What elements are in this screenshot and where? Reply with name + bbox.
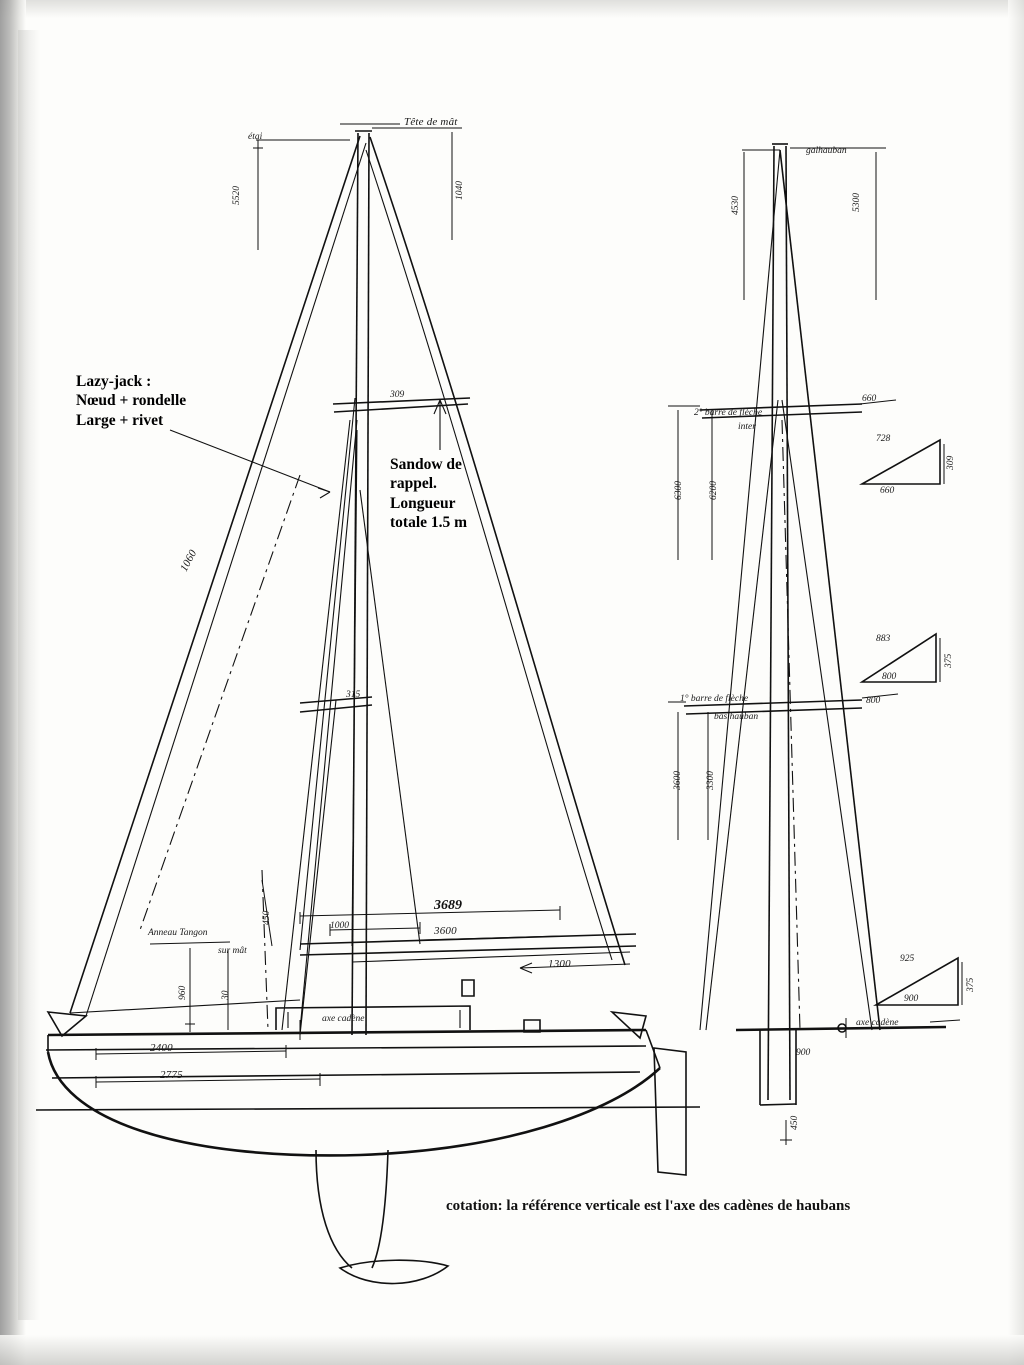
dim-1300: 1300 xyxy=(548,958,571,970)
dim-2400: 2400 xyxy=(150,1042,173,1054)
dim-3300-front: 3300 xyxy=(706,771,716,790)
annotation-lazyjack-line2: Nœud + rondelle xyxy=(76,392,187,410)
dim-2775: 2775 xyxy=(160,1069,183,1081)
dim-1000: 1000 xyxy=(330,921,349,931)
dim-4530: 4530 xyxy=(731,196,741,215)
dim-6200: 6200 xyxy=(709,481,719,500)
label-galhauban: galhauban xyxy=(806,146,847,156)
tri3-base-900: 900 xyxy=(904,994,919,1004)
dim-960: 960 xyxy=(178,985,188,1000)
dim-3600: 3600 xyxy=(434,925,457,937)
label-1ere-barre-de-fleche: 1° barre de flèche xyxy=(680,694,749,704)
side-view-group xyxy=(36,124,700,1284)
dim-450: 450 xyxy=(262,910,272,925)
tri3-hyp-925: 925 xyxy=(900,954,915,964)
tri2-hyp-883: 883 xyxy=(876,634,891,644)
annotation-sandow-line4: totale 1.5 m xyxy=(390,514,468,532)
dim-5520: 5520 xyxy=(232,186,242,205)
dim-3600-front: 3600 xyxy=(673,771,683,790)
dim-1040-top: 1040 xyxy=(455,181,465,200)
drawing-caption: cotation: la référence verticale est l'axe des cadènes de haubans xyxy=(446,1198,851,1214)
label-axe-cadene-side: axe cadène xyxy=(322,1014,365,1024)
tri2-base-800: 800 xyxy=(882,672,897,682)
label-bas-hauban: bas hauban xyxy=(714,712,759,722)
dim-3689: 3689 xyxy=(434,898,462,913)
dim-30: 30 xyxy=(221,990,231,1000)
tri1-vert-309: 309 xyxy=(946,455,956,470)
label-etai: étai xyxy=(248,132,263,142)
dim-315: 315 xyxy=(346,690,361,700)
dim-1060: 1060 xyxy=(178,547,200,574)
dim-309-upper: 309 xyxy=(390,390,405,400)
dim-6300: 6300 xyxy=(674,481,684,500)
label-tete-de-mat: Tête de mât xyxy=(404,116,458,128)
annotation-lazyjack-line1: Lazy-jack : xyxy=(76,373,152,390)
label-axe-cadene-front: axe cadène xyxy=(856,1018,899,1028)
annotation-sandow xyxy=(390,455,550,533)
dim-900-front: 900 xyxy=(796,1048,811,1058)
label-sur-mat: sur mât xyxy=(218,946,247,956)
annotation-sandow-line2: rappel. xyxy=(390,475,437,493)
annotation-sandow-line1: Sandow de xyxy=(390,456,462,473)
dim-660-upper: 660 xyxy=(862,394,877,404)
tri1-hyp-728: 728 xyxy=(876,434,891,444)
tri2-vert-375: 375 xyxy=(944,653,954,668)
dim-800-lower: 800 xyxy=(866,696,881,706)
tri3-vert-375: 375 xyxy=(966,977,976,992)
annotation-lazyjack-line3: Large + rivet xyxy=(76,411,164,429)
tri1-base-660: 660 xyxy=(880,486,895,496)
dim-450-front: 450 xyxy=(790,1115,800,1130)
annotation-lazyjack xyxy=(76,372,276,430)
label-2eme-barre-de-fleche: 2° barre de flèche xyxy=(694,408,763,418)
label-anneau-tangon: Anneau Tangon xyxy=(148,928,208,938)
annotation-sandow-line3: Longueur xyxy=(390,494,456,512)
label-inter: inter xyxy=(738,422,756,432)
dim-5300: 5300 xyxy=(852,193,862,212)
